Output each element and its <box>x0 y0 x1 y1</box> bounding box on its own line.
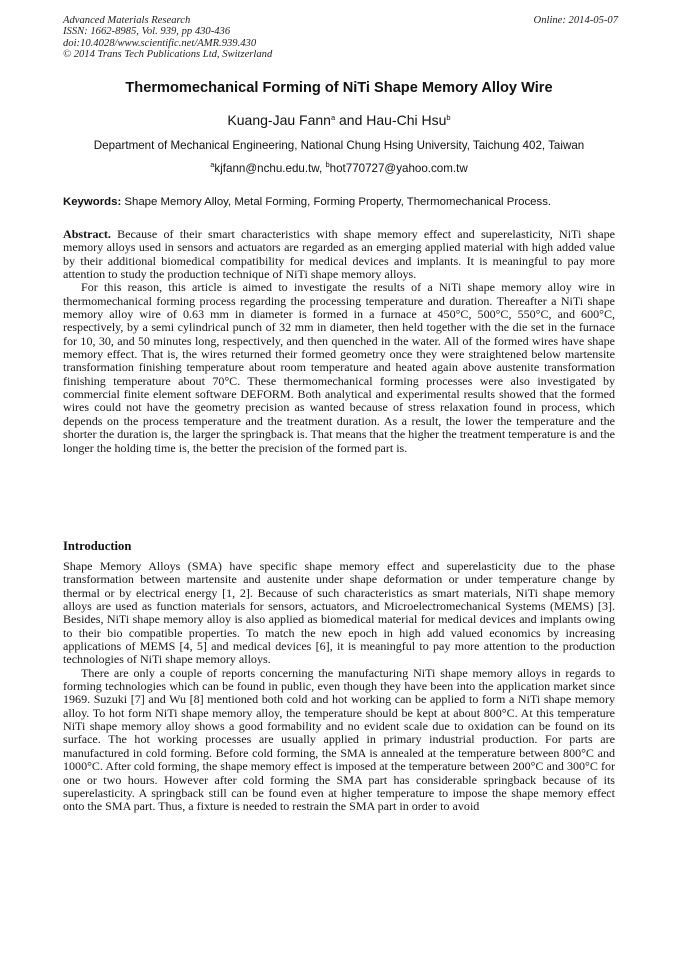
author-conjunction: and <box>335 112 367 128</box>
author-2: Hau-Chi Hsu <box>366 112 447 128</box>
abstract-paragraph-1 <box>63 228 615 281</box>
author-line <box>0 112 678 128</box>
abstract-text-1: Because of their smart characteristics with shape memory effect and superelasticity, NiTi shape memory alloys used in sensors and actuators are regarded as an emerging applied material with high added value by their additional biomedical compatibility for medical devices and implants. It is meaningful to pay more attention to study the production technique of NiTi shape memory alloys. <box>63 227 615 282</box>
journal-header <box>63 15 618 61</box>
issn-line: ISSN: 1662-8985, Vol. 939, pp 430-436 <box>63 26 231 38</box>
copyright-line: © 2014 Trans Tech Publications Ltd, Switzerland <box>63 49 273 61</box>
email-b[interactable]: hot770727@yahoo.com.tw <box>329 162 468 175</box>
online-date: Online: 2014-05-07 <box>533 15 618 26</box>
introduction-paragraph-1: Shape Memory Alloys (SMA) have specific shape memory effect and superelasticity due to the phase transformation between martensite and austenite under shape deformation or under temperature change by thermal or by electrical energy [1, 2]. Because of such characteristics as smart materials, NiTi shape memory alloys are used as function materials for sensors, actuators, and Microelectromechanical Systems (MEMS) [3]. Besides, NiTi shape memory alloy is also applied as biomedical material for medical devices and implants owing to their bio compatible properties. To match the new epoch in high add valued economics by increasing applications of MEMS [4, 5] and medical devices [6], it is meaningful to pay more attention to the production technologies of NiTi shape memory alloys. <box>63 559 615 667</box>
affiliation: Department of Mechanical Engineering, National Chung Hsing University, Taichung 402, Taiwan <box>93 139 585 152</box>
author-1-affil-mark: a <box>330 113 336 122</box>
introduction-paragraph-2: There are only a couple of reports concerning the manufacturing NiTi shape memory alloys in regards to forming technologies which can be found in public, even though they have been into the application market since 1969. Suzuki [7] and Wu [8] mentioned both cold and hot working can be applied to form a NiTi shape memory alloy. To hot form NiTi shape memory alloy, the temperature should be kept at about 800°C. At this temperature NiTi shape memory alloy shows a good formability and no evident scale due to oxidation can be found on its surface. The hot working processes are usually applied in primary industrial production. For parts are manufactured in cold forming. Before cold forming, the SMA is annealed at the temperature between 800°C and 1000°C. After cold forming, the shape memory effect is imposed at the temperature between 200°C and 300°C for one or two hours. However after cold forming the SMA part has considerable springback because of its superelasticity. A springback still can be found even at higher temperature to impose the shape memory effect onto the SMA part. Thus, a fixture is needed to restrain the SMA part in order to avoid <box>63 665 615 814</box>
author-2-affil-mark: b <box>446 113 451 122</box>
keywords <box>63 196 623 208</box>
email-a[interactable]: kjfann@nchu.edu.tw, <box>214 162 326 175</box>
email-b-mark: b <box>325 160 330 169</box>
journal-name: Advanced Materials Research <box>63 15 191 26</box>
doi-line: doi:10.4028/www.scientific.net/AMR.939.430 <box>63 37 257 49</box>
keywords-label: Keywords: <box>63 196 122 208</box>
email-a-mark: a <box>210 160 215 169</box>
abstract-label: Abstract. <box>63 227 111 241</box>
author-1: Kuang-Jau Fann <box>227 112 331 128</box>
introduction-section <box>63 560 615 814</box>
abstract-section <box>63 228 615 455</box>
email-line <box>0 162 678 175</box>
introduction-heading: Introduction <box>63 539 132 553</box>
keywords-text: Shape Memory Alloy, Metal Forming, Forming Property, Thermomechanical Process. <box>121 196 552 208</box>
abstract-paragraph-2: For this reason, this article is aimed to investigate the results of a NiTi shape memory alloy wire in thermomechanical forming process regarding the processing temperature and duration. Thereafter a NiTi shape memory alloy wire of 0.63 mm in diameter is formed in a furnace at 450°C, 500°C, 550°C, and 600°C, respectively, by a semi cylindrical punch of 32 mm in diameter, then held together with the die set in the furnace for 10, 30, and 50 minutes long, respectively, and then quenched in the water. All of the formed wires have shape memory effect. That is, the wires returned their formed geometry once they were straightened below martensite transformation finishing temperature about room temperature and heated again above austenite transformation finishing temperature about 70°C. These thermomechanical forming processes were also investigated by commercial finite element software DEFORM. Both analytical and experimental results showed that the formed wires could not have the geometry precision as wanted because of stress relaxation found in process, which depends on the process temperature and the treatment duration. As a result, the lower the temperature and the shorter the duration is, the larger the springback is. That means that the higher the treatment temperature is and the longer the holding time is, the better the precision of the formed part is. <box>63 280 615 455</box>
paper-title: Thermomechanical Forming of NiTi Shape Memory Alloy Wire <box>125 80 553 96</box>
